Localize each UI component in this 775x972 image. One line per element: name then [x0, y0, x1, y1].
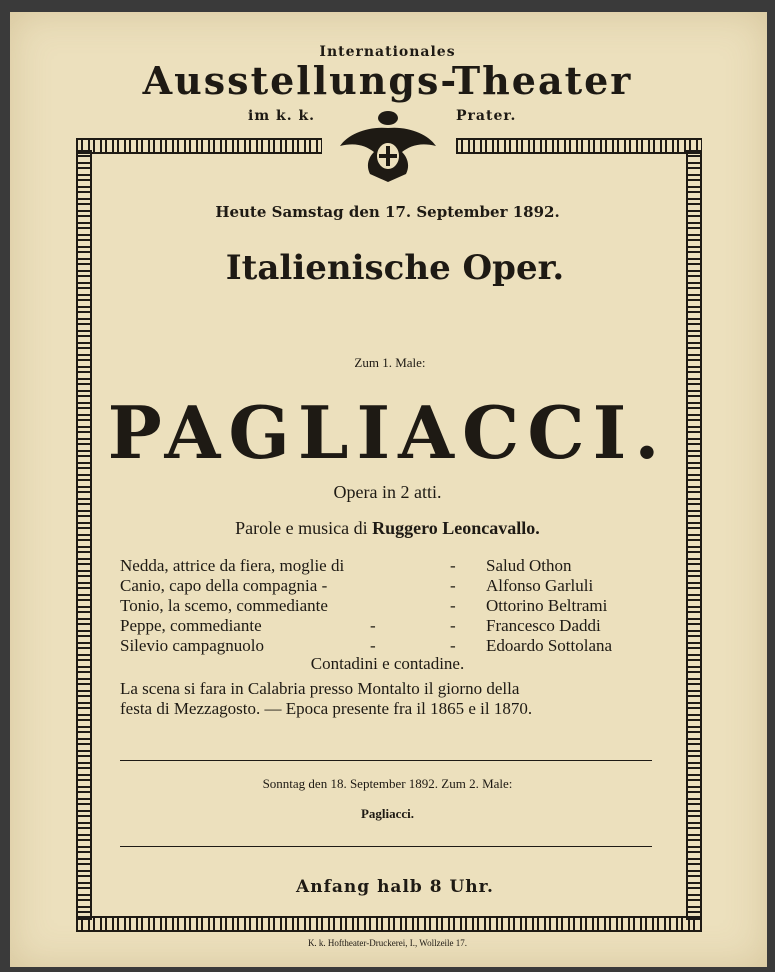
divider-rule — [120, 846, 652, 847]
theater-title: Ausstellungs-Theater — [142, 58, 633, 103]
header-left-sub: im k. k. — [248, 108, 316, 124]
cast-dash: - — [450, 576, 456, 595]
header-top-line: Internationales — [319, 44, 456, 60]
cast-role: Peppe, commediante — [120, 616, 262, 635]
cast-row — [120, 576, 650, 596]
scene-line-2: festa di Mezzagosto. — Epoca presente fra il 1865 e il 1870. — [120, 699, 533, 718]
date-line: Heute Samstag den 17. September 1892. — [215, 203, 560, 221]
chorus-line: Contadini e contadine. — [310, 654, 465, 673]
cast-role: Tonio, la scemo, commediante — [120, 596, 328, 615]
next-performance-date: Sonntag den 18. September 1892. Zum 2. Male: — [262, 776, 513, 791]
cast-dash: - — [450, 596, 456, 615]
cast-row — [120, 616, 650, 636]
opera-subtitle: Opera in 2 atti. — [333, 482, 442, 502]
cast-singer: Alfonso Garluli — [486, 576, 594, 595]
cast-singer: Edoardo Sottolana — [486, 636, 613, 655]
performance-note: Zum 1. Male: — [354, 355, 426, 370]
opera-title: PAGLIACCI. — [107, 390, 668, 475]
border-top-right — [456, 138, 702, 154]
cast-singer: Salud Othon — [486, 556, 572, 575]
next-performance-title: Pagliacci. — [360, 806, 415, 821]
cast-role: Silevio campagnuolo — [120, 636, 265, 655]
cast-row — [120, 596, 650, 616]
cast-dash: - — [450, 556, 456, 575]
cast-role: Canio, capo della compagnia - — [120, 576, 328, 595]
cast-dash: - — [450, 636, 456, 655]
cast-dash-mid: - — [370, 616, 376, 635]
credits-prefix: Parole e musica di — [235, 518, 368, 538]
eagle-emblem-icon — [338, 108, 438, 186]
composer-name: Ruggero Leoncavallo. — [372, 518, 540, 538]
cast-row — [120, 636, 650, 656]
cast-dash-mid: - — [370, 636, 376, 655]
credits-line — [0, 518, 775, 539]
border-top-left — [76, 138, 322, 154]
printer-credit: K. k. Hoftheater-Druckerei, I., Wollzeile 17. — [307, 938, 468, 948]
cast-singer: Ottorino Beltrami — [486, 596, 608, 615]
start-time: Anfang halb 8 Uhr. — [296, 877, 494, 897]
border-bottom — [76, 916, 702, 932]
cast-row — [120, 556, 650, 576]
cast-singer: Francesco Daddi — [486, 616, 601, 635]
scene-line-1: La scena si fara in Calabria presso Montalto il giorno della — [120, 679, 520, 698]
genre-heading: Italienische Oper. — [225, 248, 565, 288]
cast-role: Nedda, attrice da fiera, moglie di — [120, 556, 345, 575]
cast-dash: - — [450, 616, 456, 635]
divider-rule — [120, 760, 652, 761]
header-right-sub: Prater. — [456, 108, 517, 124]
